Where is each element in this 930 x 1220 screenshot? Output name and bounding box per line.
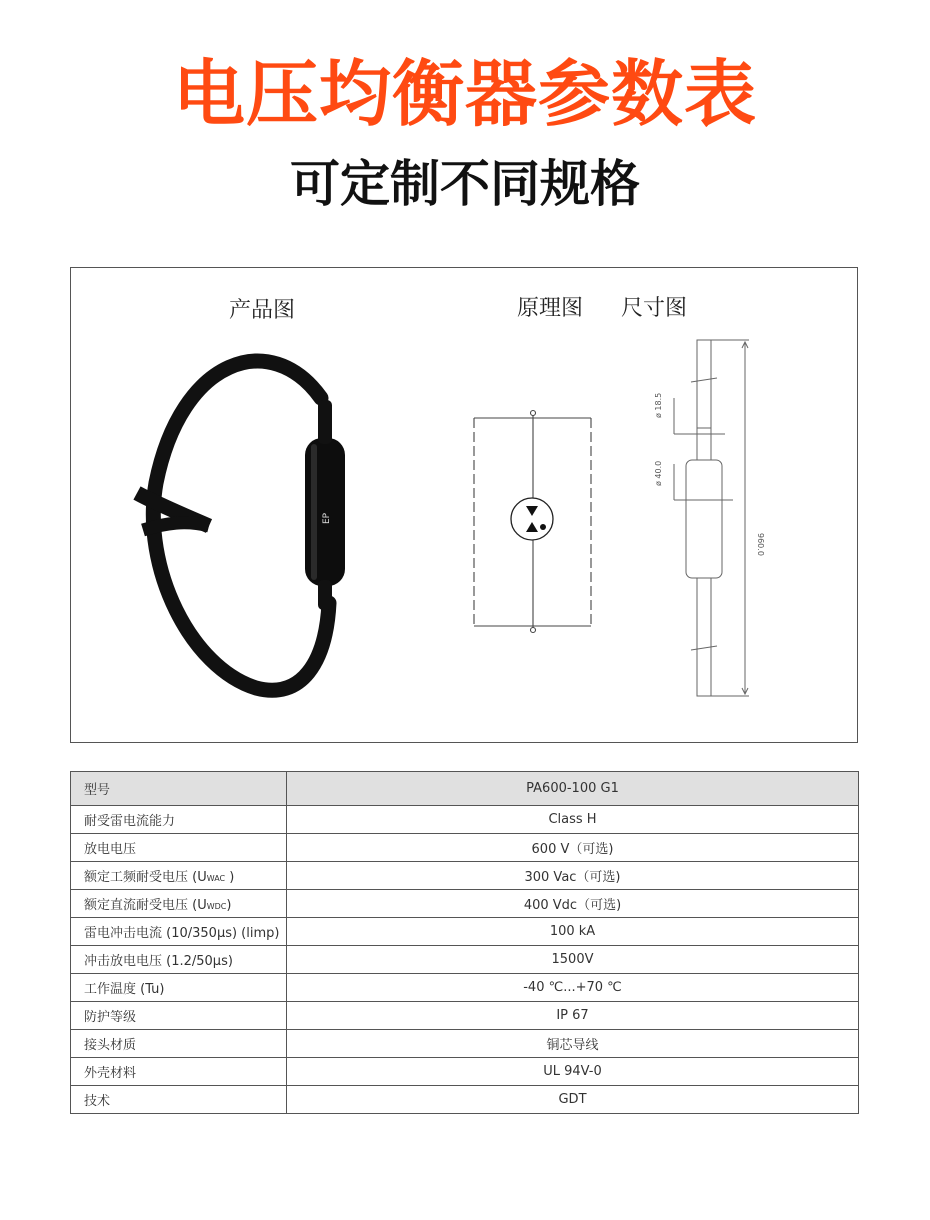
spec-label-text: 技术 [84,1094,111,1109]
table-row [71,1002,859,1030]
spec-value: UL 94V-0 [287,1058,859,1086]
spec-value: 100 kA [287,918,859,946]
spec-label-text: 工作温度 (Tu) [84,982,165,997]
spec-label-text: 额定直流耐受电压 (U [84,898,207,913]
product-marking: EP [322,512,332,524]
figure-drawings [71,268,859,744]
spec-label-text: 型号 [84,783,111,798]
spec-label [71,772,287,806]
principle-diagram [474,411,591,633]
table-row [71,890,859,918]
table-row [71,1058,859,1086]
dimension-drawing [654,340,765,696]
spec-label-subscript: WAC [206,874,226,883]
page-subtitle: 可定制不同规格 [290,155,640,213]
spec-label [71,1002,287,1030]
table-row [71,862,859,890]
table-row [71,834,859,862]
dimension-drawing-label: 尺寸图 [621,296,688,321]
spec-label [71,918,287,946]
page-title: 电压均衡器参数表 [172,52,757,136]
spec-label-text: 接头材质 [84,1038,137,1053]
spec-label-text: 防护等级 [84,1010,137,1025]
spec-value: PA600-100 G1 [287,772,859,806]
table-row [71,1030,859,1058]
spec-value: 铜芯导线 [287,1030,859,1058]
cable-diameter-dimension: ø 18.5 [654,392,663,418]
spec-label [71,974,287,1002]
spec-table [70,771,859,1114]
figure-panel [70,267,858,743]
spec-label [71,862,287,890]
product-photo [137,361,345,690]
spec-label-text: 耐受雷电流能力 [84,814,176,829]
spec-label-text: 放电电压 [84,842,137,857]
spec-label [71,1086,287,1114]
body-diameter-dimension: ø 40.0 [654,460,663,486]
product-image-label: 产品图 [229,298,296,323]
spec-label [71,806,287,834]
spec-value: 400 Vdc（可选) [287,890,859,918]
table-row [71,946,859,974]
spec-value: 300 Vac（可选) [287,862,859,890]
spec-value: 600 V（可选) [287,834,859,862]
spec-label-text: 雷电冲击电流 (10/350μs) (limp) [84,926,280,941]
spec-label-subscript: WDC [206,902,227,911]
table-row [71,1086,859,1114]
spec-value: 1500V [287,946,859,974]
spec-value: GDT [287,1086,859,1114]
table-row [71,918,859,946]
spec-value: -40 ℃...+70 ℃ [287,974,859,1002]
spec-label-suffix: ) [225,870,235,885]
spec-label-text: 额定工频耐受电压 (U [84,870,207,885]
spec-label-text: 外壳材料 [84,1066,137,1081]
spec-label-suffix: ) [226,898,232,913]
total-length-dimension: 960.0 [756,533,765,556]
spec-value: Class H [287,806,859,834]
table-header-row [71,772,859,806]
spec-label [71,834,287,862]
spec-label [71,1058,287,1086]
spec-value: IP 67 [287,1002,859,1030]
table-row [71,806,859,834]
spec-label-text: 冲击放电电压 (1.2/50μs) [84,954,233,969]
spec-label [71,890,287,918]
spec-label [71,1030,287,1058]
principle-diagram-label: 原理图 [517,296,584,321]
spec-label [71,946,287,974]
table-row [71,974,859,1002]
